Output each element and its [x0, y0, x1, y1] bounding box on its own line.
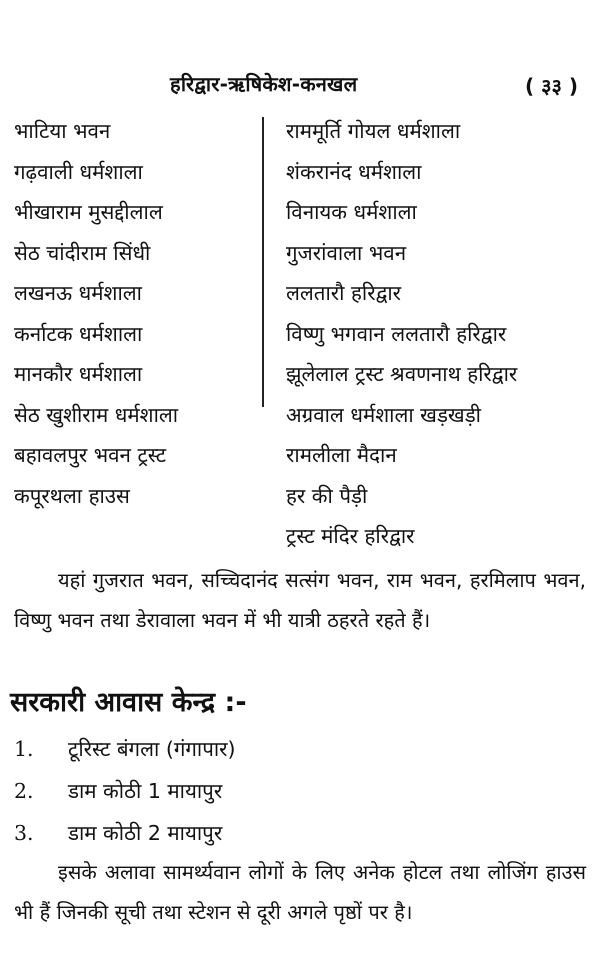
list-item: कपूरथला हाउस [14, 483, 130, 508]
list-item: बहावलपुर भवन ट्रस्ट [14, 443, 167, 467]
list-item: झूलेलाल ट्रस्ट श्रवणनाथ हरिद्वार [286, 362, 518, 386]
right-column [286, 112, 586, 558]
item-text: डाम कोठी 2 मायापुर [68, 821, 223, 845]
list-item [14, 770, 574, 812]
list-item [14, 728, 574, 770]
column-divider [262, 117, 264, 407]
page-header [0, 70, 600, 104]
paragraph-other-bhawans: यहां गुजरात भवन, सच्चिदानंद सत्संग भवन, राम भवन, हरमिलाप भवन, विष्णु भवन तथा डेरावाला भवन में भी यात्री ठहरते रहते हैं। [14, 568, 586, 632]
list-item: हर की पैड़ी [286, 483, 368, 508]
list-item [14, 812, 574, 854]
govt-accommodation-list [14, 728, 574, 854]
list-item: ललतारौ हरिद्वार [286, 281, 402, 305]
list-item: शंकरानंद धर्मशाला [286, 159, 422, 184]
left-column [14, 112, 254, 517]
list-item: सेठ चांदीराम सिंधी [14, 240, 151, 265]
list-item: भाटिया भवन [14, 119, 111, 143]
dharamshala-list [0, 112, 600, 557]
item-number: 3. [14, 821, 34, 845]
list-item: अग्रवाल धर्मशाला खड़खड़ी [286, 402, 481, 427]
list-item: गुजरांवाला भवन [286, 240, 407, 265]
list-item: विष्णु भगवान ललतारौ हरिद्वार [286, 321, 507, 346]
list-item: भीखाराम मुसद्दीलाल [14, 200, 163, 224]
list-item: मानकौर धर्मशाला [14, 362, 143, 386]
page-title: हरिद्वार-ऋषिकेश-कनखल [170, 72, 358, 96]
list-item: लखनऊ धर्मशाला [14, 281, 142, 305]
list-item: कर्नाटक धर्मशाला [14, 321, 143, 346]
list-item: सेठ खुशीराम धर्मशाला [14, 402, 179, 427]
item-text: डाम कोठी 1 मायापुर [68, 779, 223, 803]
section-heading: सरकारी आवास केन्द्र :- [10, 687, 247, 718]
list-item: राममूर्ति गोयल धर्मशाला [286, 119, 461, 143]
item-text: टूरिस्ट बंगला (गंगापार) [68, 737, 236, 761]
item-number: 1. [14, 737, 34, 761]
paragraph-hotels: इसके अलावा सामर्थ्यवान लोगों के लिए अनेक होटल तथा लोजिंग हाउस भी हैं जिनकी सूची तथा स्टेशन से दूरी अगले पृष्ठों पर है। [14, 860, 586, 924]
list-item: ट्रस्ट मंदिर हरिद्वार [286, 524, 415, 548]
list-item: गढ़वाली धर्मशाला [14, 159, 143, 184]
list-item: रामलीला मैदान [286, 443, 397, 467]
list-item: विनायक धर्मशाला [286, 200, 417, 224]
item-number: 2. [14, 779, 34, 803]
page-number: ( ३३ ) [524, 74, 578, 98]
